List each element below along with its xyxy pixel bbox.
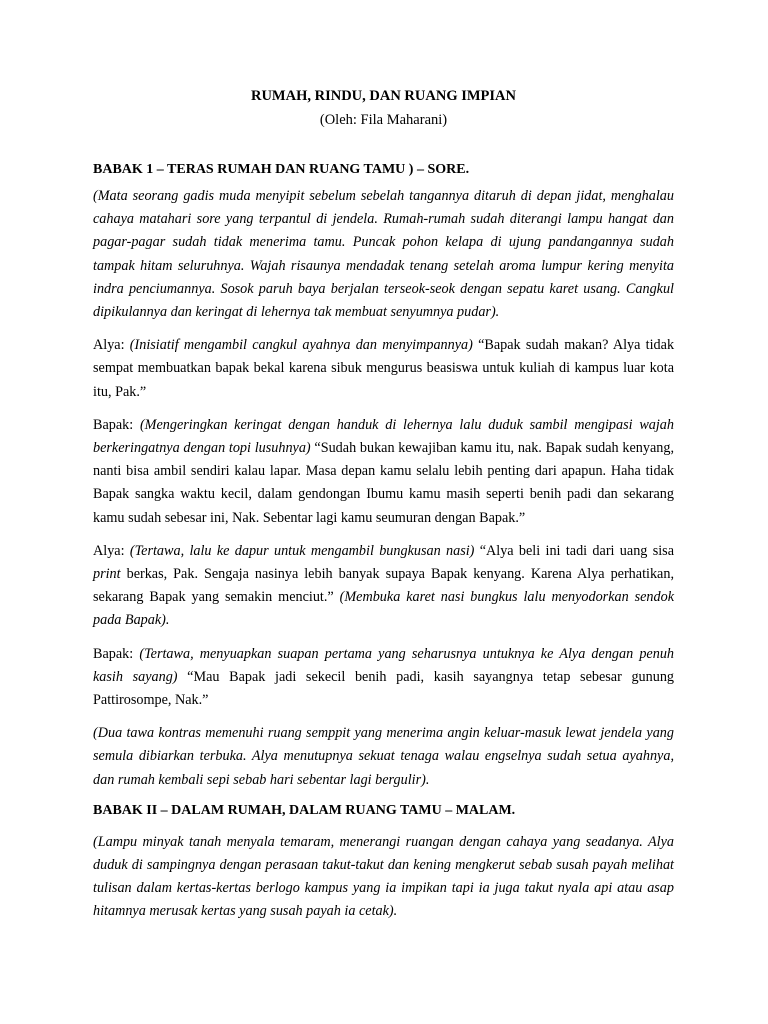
dialogue-3-direction-2: (Membuka karet nasi bungkus lalu menyodorkan sendok pada Bapak).	[93, 589, 674, 629]
act2-heading: BABAK II – DALAM RUMAH, DALAM RUANG TAMU – MALAM.	[93, 802, 516, 818]
dialogue-3-line-b: berkas, Pak. Sengaja nasinya lebih banyak supaya Bapak kenyang. Karena Alya perhatikan, sekarang Bapak yang semakin menciut.”	[93, 566, 674, 606]
act1-stage-direction: (Mata seorang gadis muda menyipit sebelum sebelah tangannya ditaruh di depan jidat, menghalau cahaya matahari sore yang terpantul di jendela. Rumah-rumah sudah diterangi lampu hangat dan pagar-pagar sudah tidak menerima tamu. Puncak pohon kelapa di ujung pandangannya sudah tampak hitam seluruhnya. Wajah risaunya mendadak tenang setelah aroma lumpur kering menyita indra penciumannya. Sosok paruh baya berjalan terseok-seok dengan sepatu karet usang. Cangkul dipikulannya dan keringat di lehernya tak membuat senyumnya pudar).	[93, 188, 674, 321]
act1-closing-direction: (Dua tawa kontras memenuhi ruang semppit yang menerima angin keluar-masuk lewat jendela yang semula dibiarkan terbuka. Alya menutupnya sekuat tenaga walau engselnya sudah setua ayahnya, dan rumah kembali sepi sebab hari sebentar lagi bergulir).	[93, 725, 674, 788]
dialogue-3	[93, 540, 674, 633]
dialogue-4-line: “Mau Bapak jadi sekecil benih padi, kasih sayangnya tetap sebesar gunung Pattirosompe, Nak.”	[93, 668, 675, 709]
dialogue-1	[93, 334, 674, 404]
document-title: RUMAH, RINDU, DAN RUANG IMPIAN	[250, 88, 516, 104]
dialogue-3-line-a: “Alya beli ini tadi dari uang sisa	[479, 542, 674, 559]
dialogue-2	[93, 414, 674, 530]
dialogue-3-speaker: Alya:	[93, 542, 125, 559]
dialogue-3-italic-word: print	[93, 566, 121, 583]
dialogue-1-line: “Bapak sudah makan? Alya tidak sempat membuatkan bapak bekal karena sibuk mengurus beasiswa untuk kuliah di kampus luar kota itu, Pak.”	[93, 337, 675, 400]
dialogue-2-speaker: Bapak:	[93, 416, 134, 433]
act2-stage-direction: (Lampu minyak tanah menyala temaram, menerangi ruangan dengan cahaya yang seadanya. Alya duduk di sampingnya dengan perasaan takut-takut dan kening mengkerut sebab susah payah melihat tulisan dalam kertas-kertas berlogo kampus yang ia impikan tapi ia juga takut nyala api atau asap hitamnya merusak kertas yang susah payah ia cetak).	[93, 833, 674, 920]
dialogue-4-direction: (Tertawa, menyuapkan suapan pertama yang seharusnya untuknya ke Alya dengan penuh kasih sayang)	[93, 645, 675, 685]
dialogue-3-direction: (Tertawa, lalu ke dapur untuk mengambil bungkusan nasi)	[129, 542, 475, 559]
dialogue-1-speaker: Alya:	[93, 337, 125, 354]
dialogue-4-speaker: Bapak:	[93, 645, 134, 662]
dialogue-2-direction: (Mengeringkan keringat dengan handuk di lehernya lalu duduk sambil mengipasi wajah berkeringatnya dengan topi lusuhnya)	[93, 416, 674, 457]
dialogue-1-direction: (Inisiatif mengambil cangkul ayahnya dan menyimpannya)	[129, 337, 473, 354]
dialogue-2-line: “Sudah bukan kewajiban kamu itu, nak. Bapak sudah kenyang, nanti bisa ambil sendiri kalau lapar. Masa depan kamu selalu lebih penting dari apapun. Haha tidak Bapak sangka waktu kecil, dalam gendongan Ibumu kamu masih seperti benih padi dan sekarang kamu sudah sebesar ini, Nak. Sebentar lagi kamu seumuran dengan Bapak.”	[93, 440, 674, 526]
dialogue-4	[93, 643, 674, 713]
act1-heading: BABAK 1 – TERAS RUMAH DAN RUANG TAMU ) – SORE.	[93, 162, 470, 177]
author-line: (Oleh: Fila Maharani)	[319, 112, 448, 128]
